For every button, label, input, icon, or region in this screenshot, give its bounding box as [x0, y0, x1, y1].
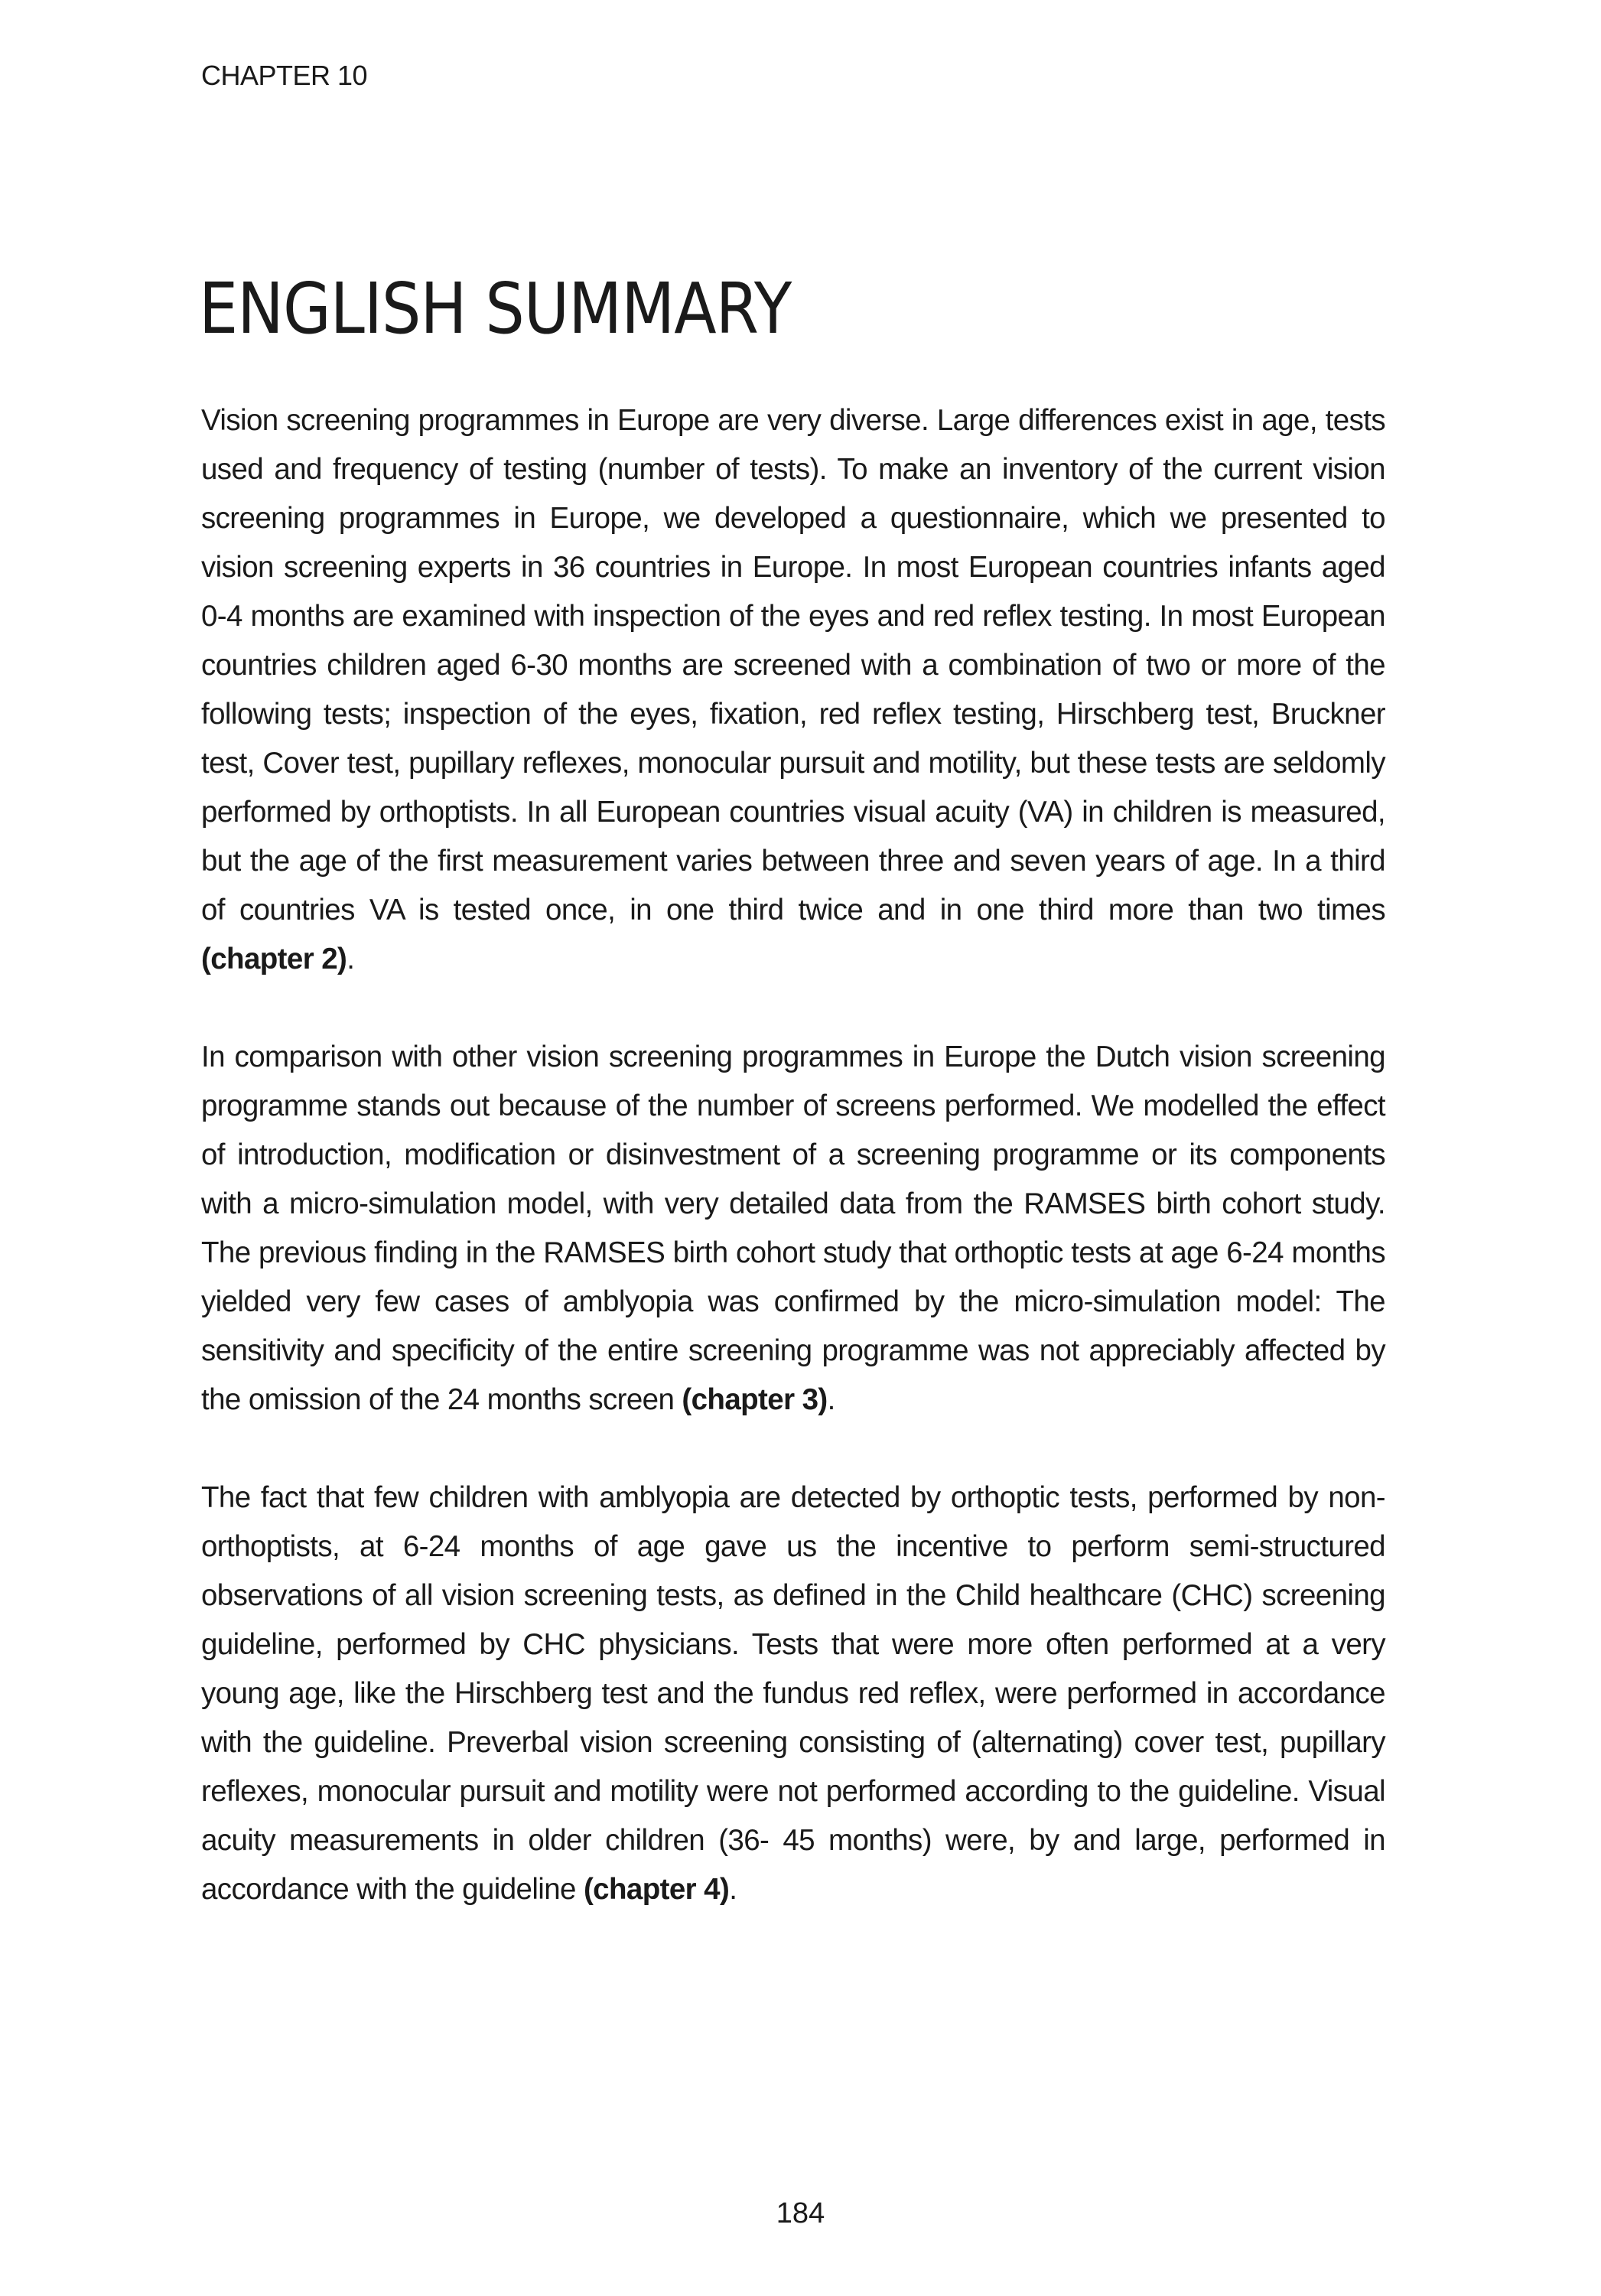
summary-body: [201, 396, 1385, 1963]
page-title: ENGLISH SUMMARY: [199, 268, 792, 350]
paragraph-text: The fact that few children with amblyopia are detected by orthoptic tests, performed by non-orthoptists, at 6-24 months of age gave us the incentive to perform semi-structured observations of all vision screening tests, as defined in the Child healthcare (CHC) screening guideline, performed by CHC physicians. Tests that were more often performed at a very young age, like the Hirschberg test and the fundus red reflex, were performed in accordance with the guideline. Preverbal vision screening consisting of (alternating) cover test, pupillary reflexes, monocular pursuit and motility were not performed according to the guideline. Visual acuity measurements in older children (36- 45 months) were, by and large, performed in accordance with the guideline: [201, 1481, 1385, 1906]
chapter-reference: (chapter 4): [583, 1873, 730, 1906]
paragraph-text: In comparison with other vision screening programmes in Europe the Dutch vision screening programme stands out because of the number of screens performed. We modelled the effect of introduction, modification or disinvestment of a screening programme or its components with a micro-simulation model, with very detailed data from the RAMSES birth cohort study. The previous finding in the RAMSES birth cohort study that orthoptic tests at age 6-24 months yielded very few cases of amblyopia was confirmed by the micro-simulation model: The sensitivity and specificity of the entire screening programme was not appreciably affected by the omission of the 24 months screen: [201, 1041, 1385, 1416]
chapter-reference: (chapter 2): [201, 943, 347, 975]
paragraph-end: .: [827, 1383, 835, 1416]
paragraph-text: Vision screening programmes in Europe are very diverse. Large differences exist in age, tests used and frequency of testing (number of tests). To make an inventory of the current vision screening programmes in Europe, we developed a questionnaire, which we presented to vision screening experts in 36 countries in Europe. In most European countries infants aged 0-4 months are examined with inspection of the eyes and red reflex testing. In most European countries children aged 6-30 months are screened with a combination of two or more of the following tests; inspection of the eyes, fixation, red reflex testing, Hirschberg test, Bruckner test, Cover test, pupillary reflexes, monocular pursuit and motility, but these tests are seldomly performed by orthoptists. In all European countries visual acuity (VA) in children is measured, but the age of the first measurement varies between three and seven years of age. In a third of countries VA is tested once, in one third twice and in one third more than two times: [201, 404, 1385, 927]
paragraph-end: .: [729, 1873, 737, 1906]
chapter-reference: (chapter 3): [682, 1383, 828, 1416]
paragraph-end: .: [347, 943, 355, 975]
paragraph-3: [201, 1474, 1385, 1914]
paragraph-2: [201, 1033, 1385, 1425]
page-number: 184: [776, 2197, 825, 2229]
chapter-label: CHAPTER 10: [201, 60, 368, 91]
paragraph-1: [201, 396, 1385, 984]
